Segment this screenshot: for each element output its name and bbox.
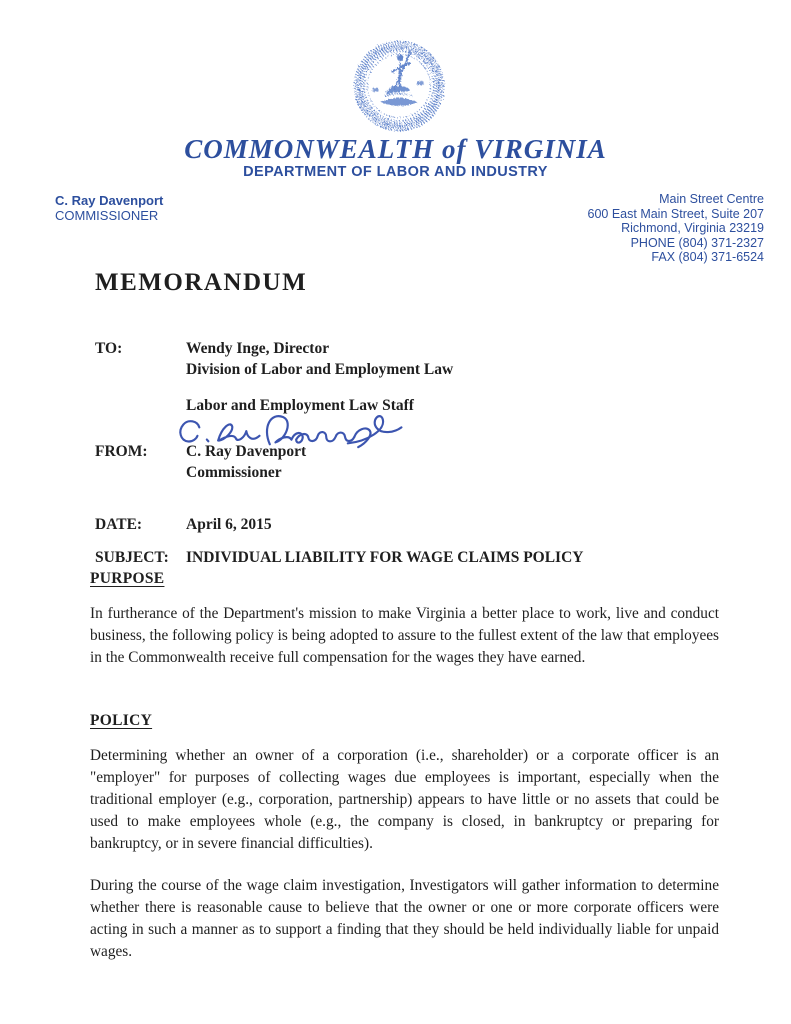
subject-label: SUBJECT: — [95, 549, 169, 566]
memo-body — [90, 570, 719, 963]
to-value — [186, 338, 453, 416]
section-heading-purpose: PURPOSE — [90, 570, 165, 587]
memo-fields — [95, 338, 675, 568]
commissioner-block — [55, 193, 163, 223]
policy-paragraph: During the course of the wage claim investigation, Investigators will gather information to determine whether there is reasonable cause to believe that the owner or one or more corporate officers were acting in such a manner as to support a finding that they should be held individually liable for unpaid wages. — [90, 877, 719, 960]
memo-title: MEMORANDUM — [95, 269, 308, 296]
commissioner-name: C. Ray Davenport — [55, 193, 164, 208]
address-line: Main Street Centre — [659, 192, 764, 206]
subject-value: INDIVIDUAL LIABILITY FOR WAGE CLAIMS POLICY — [186, 549, 584, 566]
to-line: Labor and Employment Law Staff — [186, 397, 414, 414]
field-subject — [95, 547, 675, 568]
virginia-state-seal-icon — [347, 34, 451, 138]
address-line: Richmond, Virginia 23219 — [621, 221, 764, 235]
field-to — [95, 338, 675, 416]
from-line: C. Ray Davenport — [186, 443, 307, 460]
commissioner-title: COMMISSIONER — [55, 208, 159, 223]
to-line: Division of Labor and Employment Law — [186, 361, 454, 378]
address-block — [588, 192, 765, 265]
purpose-paragraph: In furtherance of the Department's mission to make Virginia a better place to work, live and conduct business, the following policy is being adopted to assure to the fullest extent of the law that employees in the Commonwealth receive full compensation for the wages they have earned. — [90, 605, 719, 666]
date-value: April 6, 2015 — [186, 516, 272, 533]
address-line: FAX (804) 371-6524 — [651, 250, 764, 264]
date-label: DATE: — [95, 516, 143, 533]
from-value — [186, 441, 306, 483]
field-from — [95, 441, 675, 483]
address-line: 600 East Main Street, Suite 207 — [587, 206, 764, 221]
to-label: TO: — [95, 340, 123, 357]
section-heading-policy: POLICY — [90, 712, 153, 729]
to-line: Wendy Inge, Director — [186, 340, 330, 357]
org-title: COMMONWEALTH of VIRGINIA — [184, 134, 607, 164]
org-subtitle: DEPARTMENT OF LABOR AND INDUSTRY — [243, 164, 548, 180]
address-line: PHONE (804) 371-2327 — [630, 235, 764, 250]
from-label: FROM: — [95, 443, 148, 460]
policy-paragraph: Determining whether an owner of a corporation (i.e., shareholder) or a corporate officer is an "employer" for purposes of collecting wages due employees is important, especially when the traditional employer (e.g., corporation, partnership) appears to have little or no assets that could be used to make employees whole (e.g., the company is closed, in bankruptcy or preparing for bankruptcy, or in severe financial difficulties). — [90, 747, 719, 852]
from-line: Commissioner — [186, 464, 282, 481]
field-date — [95, 514, 675, 535]
